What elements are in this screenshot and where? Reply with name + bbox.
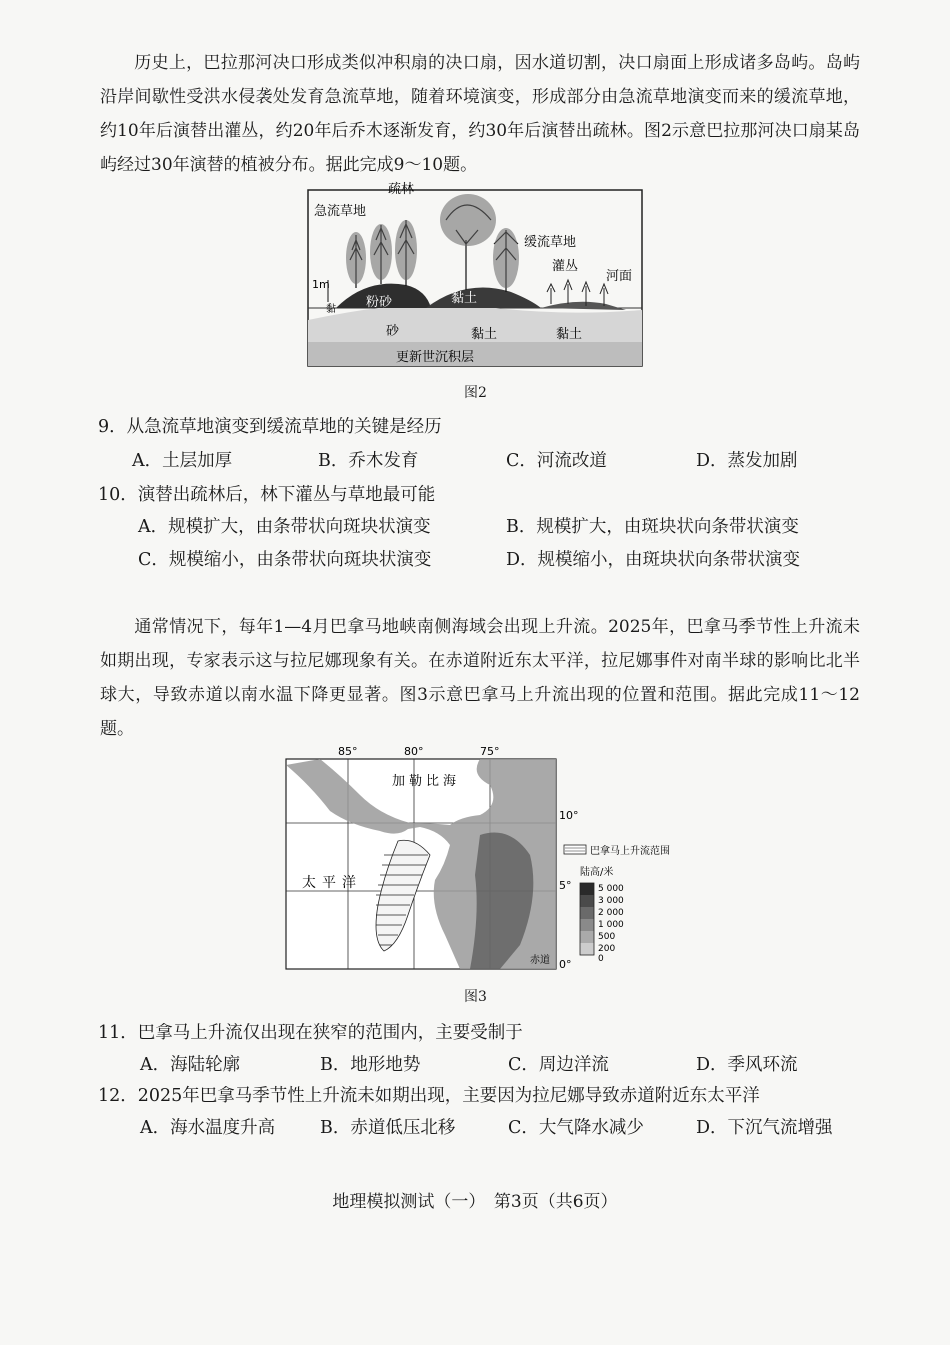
legend-1000: 1 000 bbox=[598, 920, 624, 930]
label-silt: 粉砂 bbox=[366, 295, 393, 310]
q10-option-c: C．规模缩小，由条带状向斑块状演变 bbox=[138, 550, 432, 570]
page-footer: 地理模拟测试（一） 第3页（共6页） bbox=[332, 1192, 618, 1212]
clay-mound-right bbox=[541, 302, 626, 310]
legend-upwelling-label: 巴拿马上升流范围 bbox=[590, 846, 670, 857]
q10-option-d: D．规模缩小，由斑块状向条带状演变 bbox=[506, 550, 801, 570]
legend-5000: 5 000 bbox=[598, 884, 624, 894]
lon-85: 85° bbox=[338, 745, 358, 758]
passage-1-text: 历史上，巴拉那河决口形成类似冲积扇的决口扇，因水道切割，决口扇面上形成诸多岛屿。岛屿沿岸间歇性受洪水侵袭处发育急流草地，随着环境演变，形成部分由急流草地演变而来的缓流草地，约10年后演替出灌丛，约20年后乔木逐渐发育，约30年后演替出疏林。图2示意巴拉那河决口扇某岛屿经过30年演替的植被分布。据此完成9～10题。 bbox=[100, 53, 860, 175]
question-9-stem: 9．从急流草地演变到缓流草地的关键是经历 bbox=[98, 417, 442, 437]
label-pacific: 太平洋 bbox=[302, 875, 362, 891]
lat-5: 5° bbox=[559, 879, 572, 892]
figure-2-caption: 图2 bbox=[464, 385, 487, 401]
label-small-clay: 黏 bbox=[326, 304, 336, 315]
label-equator: 赤道 bbox=[530, 955, 550, 966]
q11-option-a: A．海陆轮廓 bbox=[140, 1055, 241, 1075]
lat-0: 0° bbox=[559, 958, 572, 971]
question-12-stem: 12．2025年巴拿马季节性上升流未如期出现，主要因为拉尼娜导致赤道附近东太平洋 bbox=[98, 1086, 760, 1106]
label-sand: 砂 bbox=[386, 324, 400, 339]
legend-0: 0 bbox=[598, 954, 604, 964]
legend-200: 200 bbox=[598, 944, 616, 954]
passage-1 bbox=[100, 46, 860, 182]
legend-3000: 3 000 bbox=[598, 896, 624, 906]
label-rapid-grassland: 急流草地 bbox=[314, 204, 367, 219]
label-pleistocene: 更新世沉积层 bbox=[396, 350, 475, 365]
label-clay-top: 黏土 bbox=[451, 291, 478, 306]
label-sparse-forest: 疏林 bbox=[388, 182, 415, 197]
q10-option-b: B．规模扩大，由斑块状向条带状演变 bbox=[506, 517, 799, 537]
lat-10: 10° bbox=[559, 809, 579, 822]
q12-option-a: A．海水温度升高 bbox=[140, 1118, 276, 1138]
clay-mound bbox=[426, 288, 541, 308]
figure-3-caption: 图3 bbox=[464, 989, 487, 1005]
q12-option-b: B．赤道低压北移 bbox=[320, 1118, 456, 1138]
figure-2-diagram bbox=[306, 180, 646, 370]
q12-option-c: C．大气降水减少 bbox=[508, 1118, 644, 1138]
legend-colors bbox=[580, 883, 594, 955]
label-scale: 1m bbox=[312, 278, 330, 291]
q9-option-b: B．乔木发育 bbox=[318, 451, 419, 471]
question-11-stem: 11．巴拿马上升流仅出现在狭窄的范围内，主要受制于 bbox=[98, 1023, 523, 1043]
lon-75: 75° bbox=[480, 745, 500, 758]
q11-option-c: C．周边洋流 bbox=[508, 1055, 609, 1075]
label-clay-right: 黏土 bbox=[556, 327, 583, 342]
legend-2000: 2 000 bbox=[598, 908, 624, 918]
legend-title: 陆高/米 bbox=[580, 867, 614, 878]
pleistocene-layer bbox=[308, 342, 642, 366]
q12-option-d: D．下沉气流增强 bbox=[696, 1118, 833, 1138]
label-shrub: 灌丛 bbox=[552, 259, 579, 274]
q9-option-d: D．蒸发加剧 bbox=[696, 451, 798, 471]
q11-option-b: B．地形地势 bbox=[320, 1055, 421, 1075]
figure-3-map bbox=[280, 745, 710, 975]
passage-2-text: 通常情况下，每年1—4月巴拿马地峡南侧海域会出现上升流。2025年，巴拿马季节性上升流未如期出现，专家表示这与拉尼娜现象有关。在赤道附近东太平洋，拉尼娜事件对南半球的影响比北半球大，导致赤道以南水温下降更显著。图3示意巴拿马上升流出现的位置和范围。据此完成11～12题。 bbox=[100, 617, 860, 739]
q10-option-a: A．规模扩大，由条带状向斑块状演变 bbox=[138, 517, 431, 537]
label-river-surface: 河面 bbox=[606, 269, 633, 284]
label-clay-left: 黏土 bbox=[471, 327, 498, 342]
label-slow-grassland: 缓流草地 bbox=[524, 235, 577, 250]
q9-option-c: C．河流改道 bbox=[506, 451, 607, 471]
question-10-stem: 10．演替出疏林后，林下灌丛与草地最可能 bbox=[98, 485, 436, 505]
label-caribbean: 加勒比海 bbox=[392, 774, 461, 789]
lon-80: 80° bbox=[404, 745, 424, 758]
legend-500: 500 bbox=[598, 932, 616, 942]
q9-option-a: A．土层加厚 bbox=[132, 451, 233, 471]
legend-upwelling-swatch bbox=[564, 845, 586, 854]
q11-option-d: D．季风环流 bbox=[696, 1055, 798, 1075]
passage-2 bbox=[100, 610, 860, 746]
